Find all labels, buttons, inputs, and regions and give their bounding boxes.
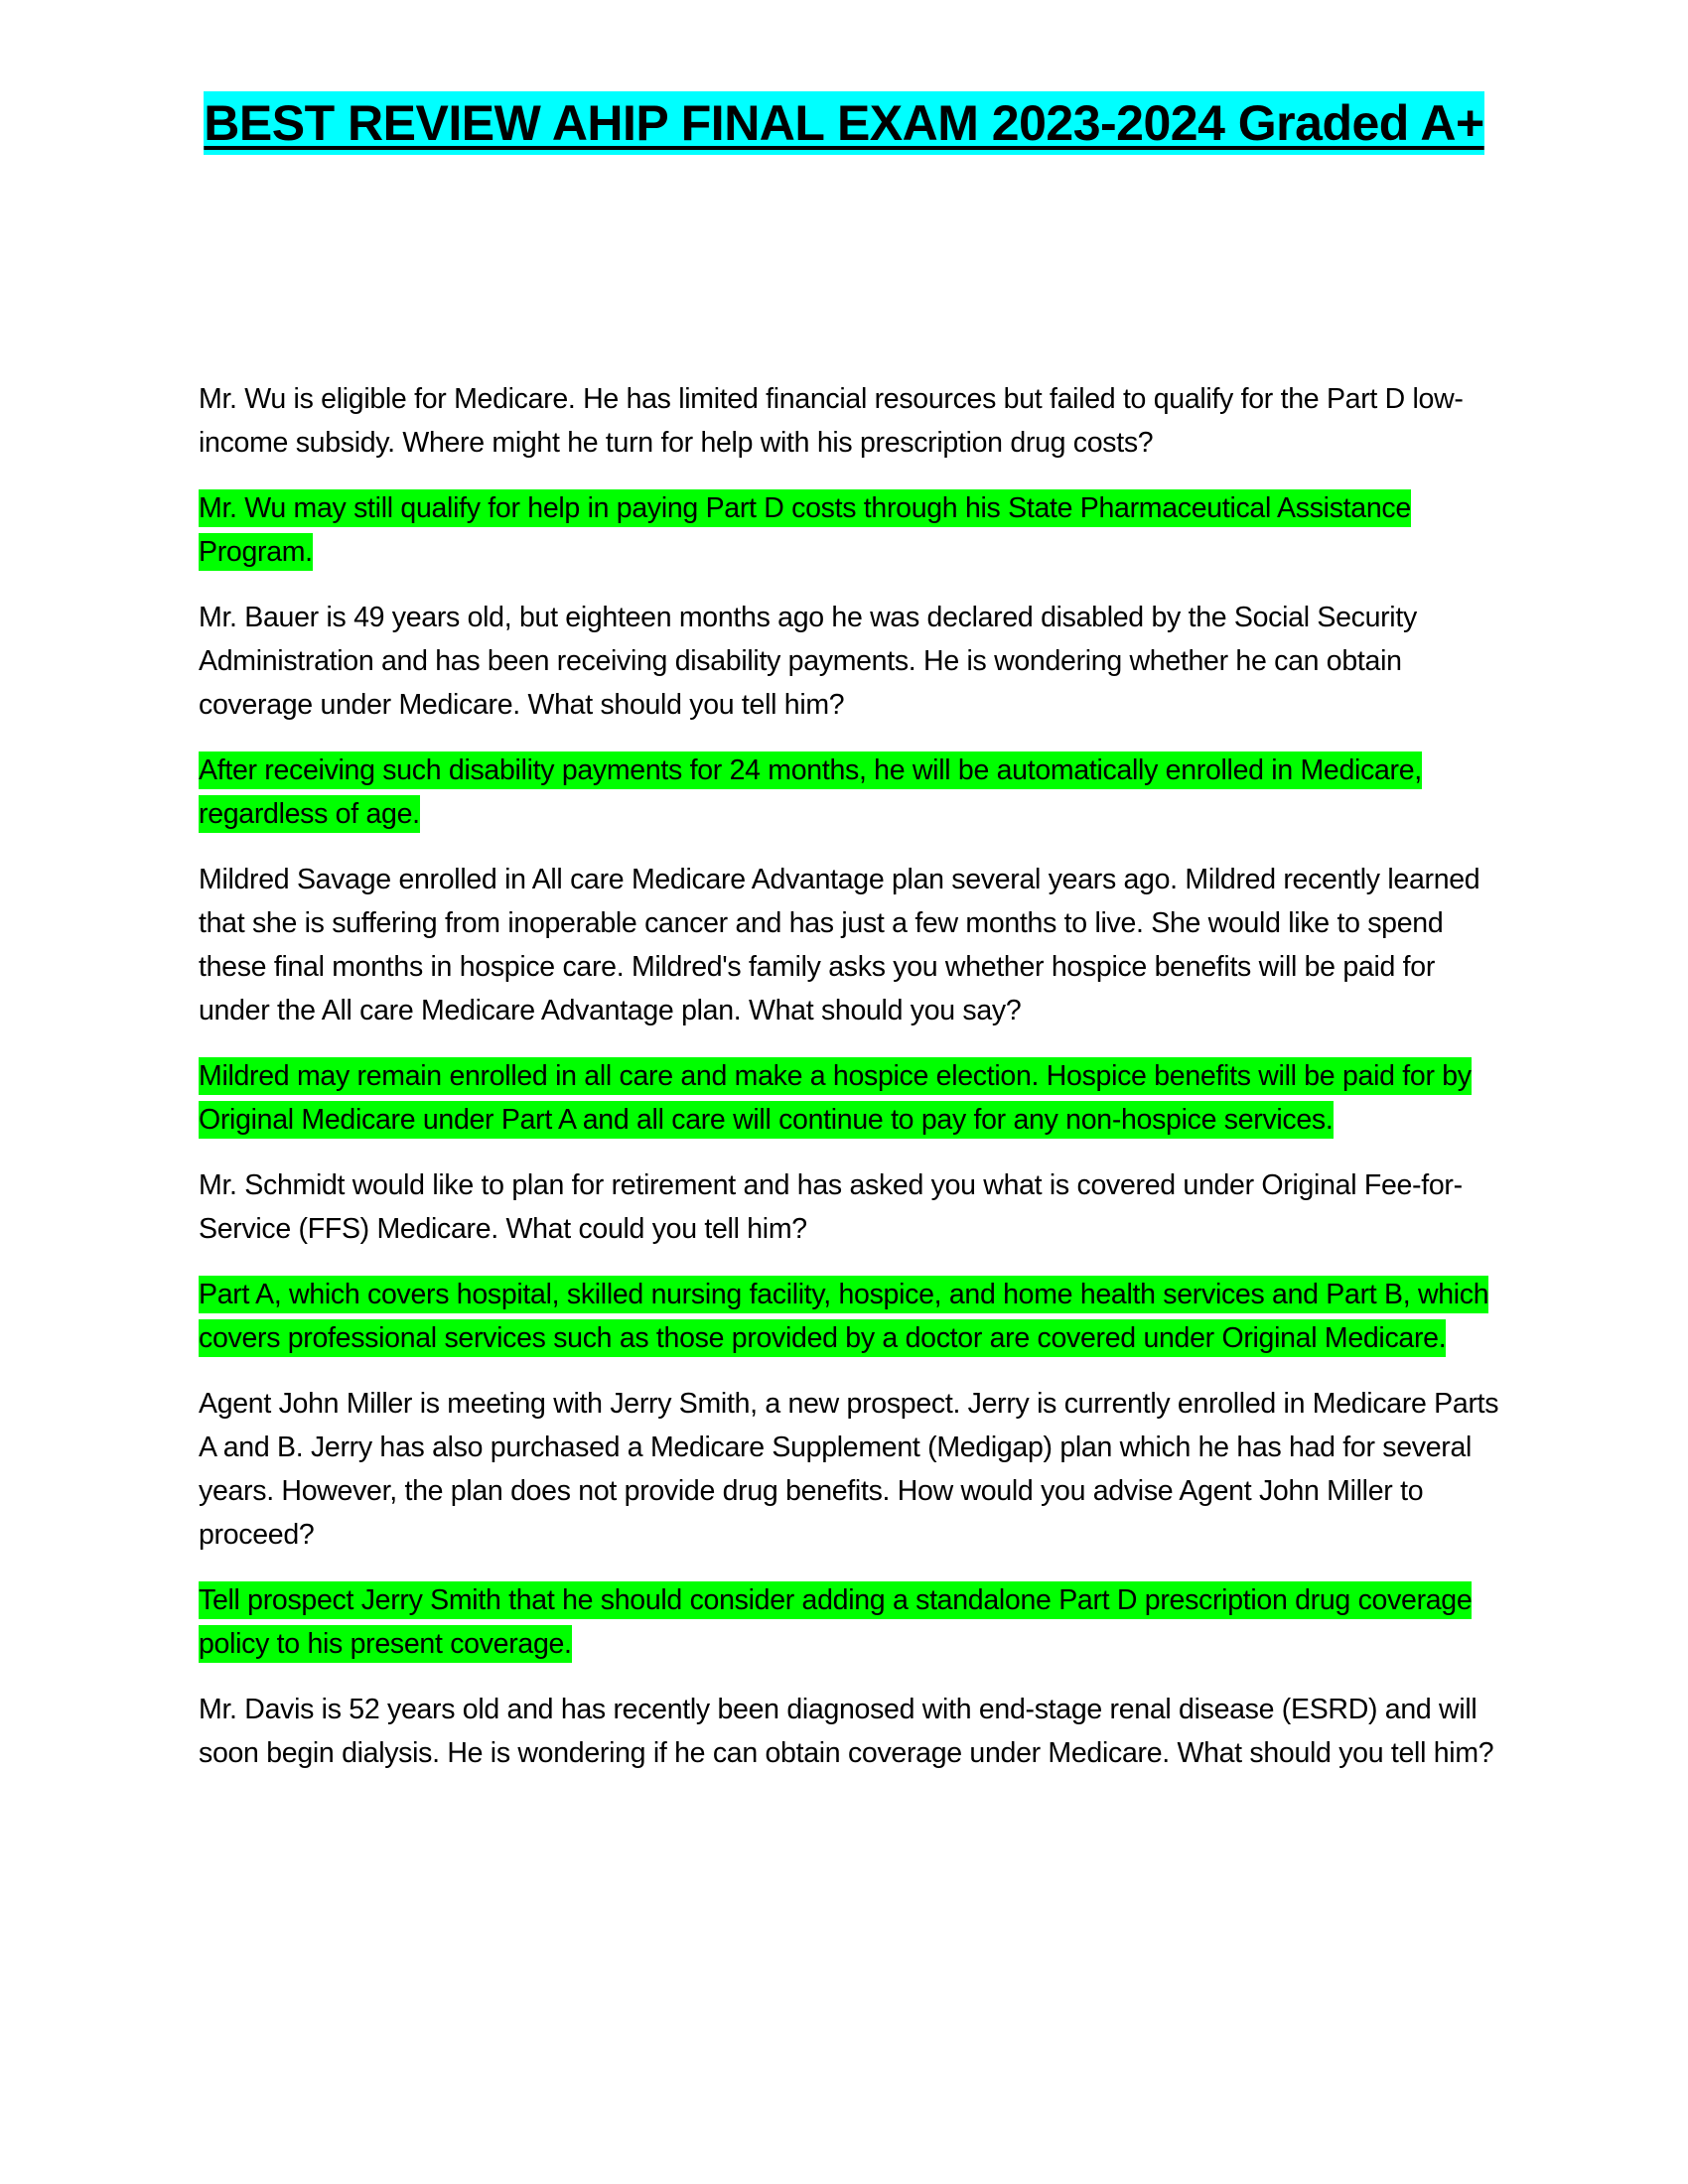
- answer-4: Part A, which covers hospital, skilled nursing facility, hospice, and home health services and Part B, which covers professional services such as those provided by a doctor are covered under Original Medicare.: [199, 1276, 1488, 1357]
- answer-2: After receiving such disability payments for 24 months, he will be automatically enrolled in Medicare, regardless of age.: [199, 751, 1422, 833]
- question-4: Mr. Schmidt would like to plan for retirement and has asked you what is covered under Original Fee-for-Service (FFS) Medicare. What could you tell him?: [199, 1169, 1463, 1245]
- answer-5: Tell prospect Jerry Smith that he should consider adding a standalone Part D prescription drug coverage policy to his present coverage.: [199, 1581, 1472, 1663]
- document-title: [199, 81, 1489, 165]
- answer-3: Mildred may remain enrolled in all care and make a hospice election. Hospice benefits will be paid for by Original Medicare under Part A and all care will continue to pay for any non-hospice services.: [199, 1057, 1472, 1139]
- question-5: Agent John Miller is meeting with Jerry Smith, a new prospect. Jerry is currently enrolled in Medicare Parts A and B. Jerry has also purchased a Medicare Supplement (Medigap) plan which he has had for several years. However, the plan does not provide drug benefits. How would you advise Agent John Miller to proceed?: [199, 1388, 1499, 1551]
- answer-4-block: [199, 1273, 1499, 1360]
- question-1: Mr. Wu is eligible for Medicare. He has limited financial resources but failed to qualify for the Part D low-income subsidy. Where might he turn for help with his prescription drug costs?: [199, 383, 1464, 459]
- answer-1-block: [199, 486, 1499, 574]
- answer-3-block: [199, 1054, 1499, 1142]
- question-2: Mr. Bauer is 49 years old, but eighteen months ago he was declared disabled by the Social Security Administration and has been receiving disability payments. He is wondering whether he can obtain coverage under Medicare. What should you tell him?: [199, 602, 1417, 721]
- answer-5-block: [199, 1578, 1499, 1666]
- title-text: BEST REVIEW AHIP FINAL EXAM 2023-2024 Graded A+: [204, 91, 1483, 155]
- answer-1: Mr. Wu may still qualify for help in paying Part D costs through his State Pharmaceutical Assistance Program.: [199, 489, 1411, 571]
- answer-2-block: [199, 749, 1499, 836]
- qa-list: [199, 377, 1499, 1797]
- question-6: Mr. Davis is 52 years old and has recently been diagnosed with end-stage renal disease (ESRD) and will soon begin dialysis. He is wondering if he can obtain coverage under Medicare. What should you tell him?: [199, 1694, 1494, 1769]
- question-3: Mildred Savage enrolled in All care Medicare Advantage plan several years ago. Mildred recently learned that she is suffering from inoperable cancer and has just a few months to live. She would like to spend these final months in hospice care. Mildred's family asks you whether hospice benefits will be paid for under the All care Medicare Advantage plan. What should you say?: [199, 864, 1480, 1026]
